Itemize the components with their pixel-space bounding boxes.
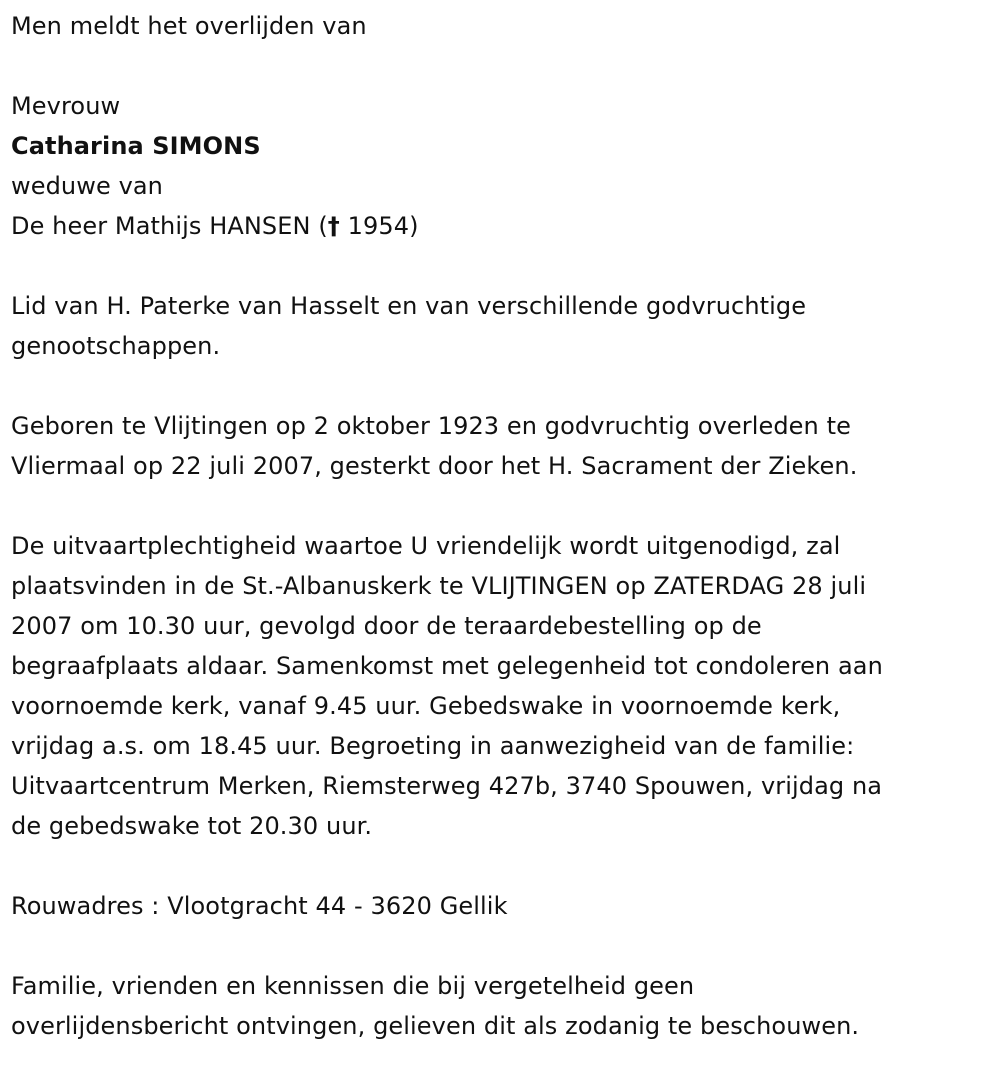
funeral-paragraph: [11, 526, 986, 846]
paragraph-line: Familie, vrienden en kennissen die bij vergetelheid geen: [11, 972, 695, 1000]
widow-of-text: weduwe van: [11, 172, 163, 200]
intro-text: Men meldt het overlijden van: [11, 12, 367, 40]
mourning-address: Rouwadres : Vlootgracht 44 - 3620 Gellik: [11, 892, 508, 920]
paragraph-line: De uitvaartplechtigheid waartoe U vriendelijk wordt uitgenodigd, zal: [11, 532, 841, 560]
spacer: [11, 926, 986, 966]
spouse-prefix: De heer Mathijs HANSEN (: [11, 212, 328, 240]
paragraph-line: plaatsvinden in de St.-Albanuskerk te VLIJTINGEN op ZATERDAG 28 juli: [11, 572, 867, 600]
paragraph-line: Lid van H. Paterke van Hasselt en van verschillende godvruchtige: [11, 292, 807, 320]
paragraph-line: voornoemde kerk, vanaf 9.45 uur. Gebedswake in voornoemde kerk,: [11, 692, 841, 720]
spacer: [11, 46, 986, 86]
spouse-year: 1954): [347, 212, 419, 240]
death-notice: [11, 6, 986, 1046]
closing-paragraph: [11, 966, 986, 1046]
spouse-line: [11, 206, 986, 246]
paragraph-line: 2007 om 10.30 uur, gevolgd door de teraardebestelling op de: [11, 612, 762, 640]
paragraph-line: vrijdag a.s. om 18.45 uur. Begroeting in aanwezigheid van de familie:: [11, 732, 855, 760]
title-text: Mevrouw: [11, 92, 121, 120]
paragraph-line: Vliermaal op 22 juli 2007, gesterkt door het H. Sacrament der Zieken.: [11, 452, 858, 480]
spacer: [11, 846, 986, 886]
spacer: [11, 486, 986, 526]
paragraph-line: Geboren te Vlijtingen op 2 oktober 1923 en godvruchtig overleden te: [11, 412, 851, 440]
paragraph-line: genootschappen.: [11, 332, 221, 360]
paragraph-line: overlijdensbericht ontvingen, gelieven dit als zodanig te beschouwen.: [11, 1012, 860, 1040]
birth-death-paragraph: [11, 406, 986, 486]
membership-paragraph: [11, 286, 986, 366]
deceased-name: Catharina SIMONS: [11, 132, 261, 160]
spacer: [11, 366, 986, 406]
paragraph-line: begraafplaats aldaar. Samenkomst met gelegenheid tot condoleren aan: [11, 652, 883, 680]
spacer: [11, 246, 986, 286]
paragraph-line: de gebedswake tot 20.30 uur.: [11, 812, 373, 840]
cross-icon: †: [327, 212, 340, 240]
paragraph-line: Uitvaartcentrum Merken, Riemsterweg 427b, 3740 Spouwen, vrijdag na: [11, 772, 883, 800]
